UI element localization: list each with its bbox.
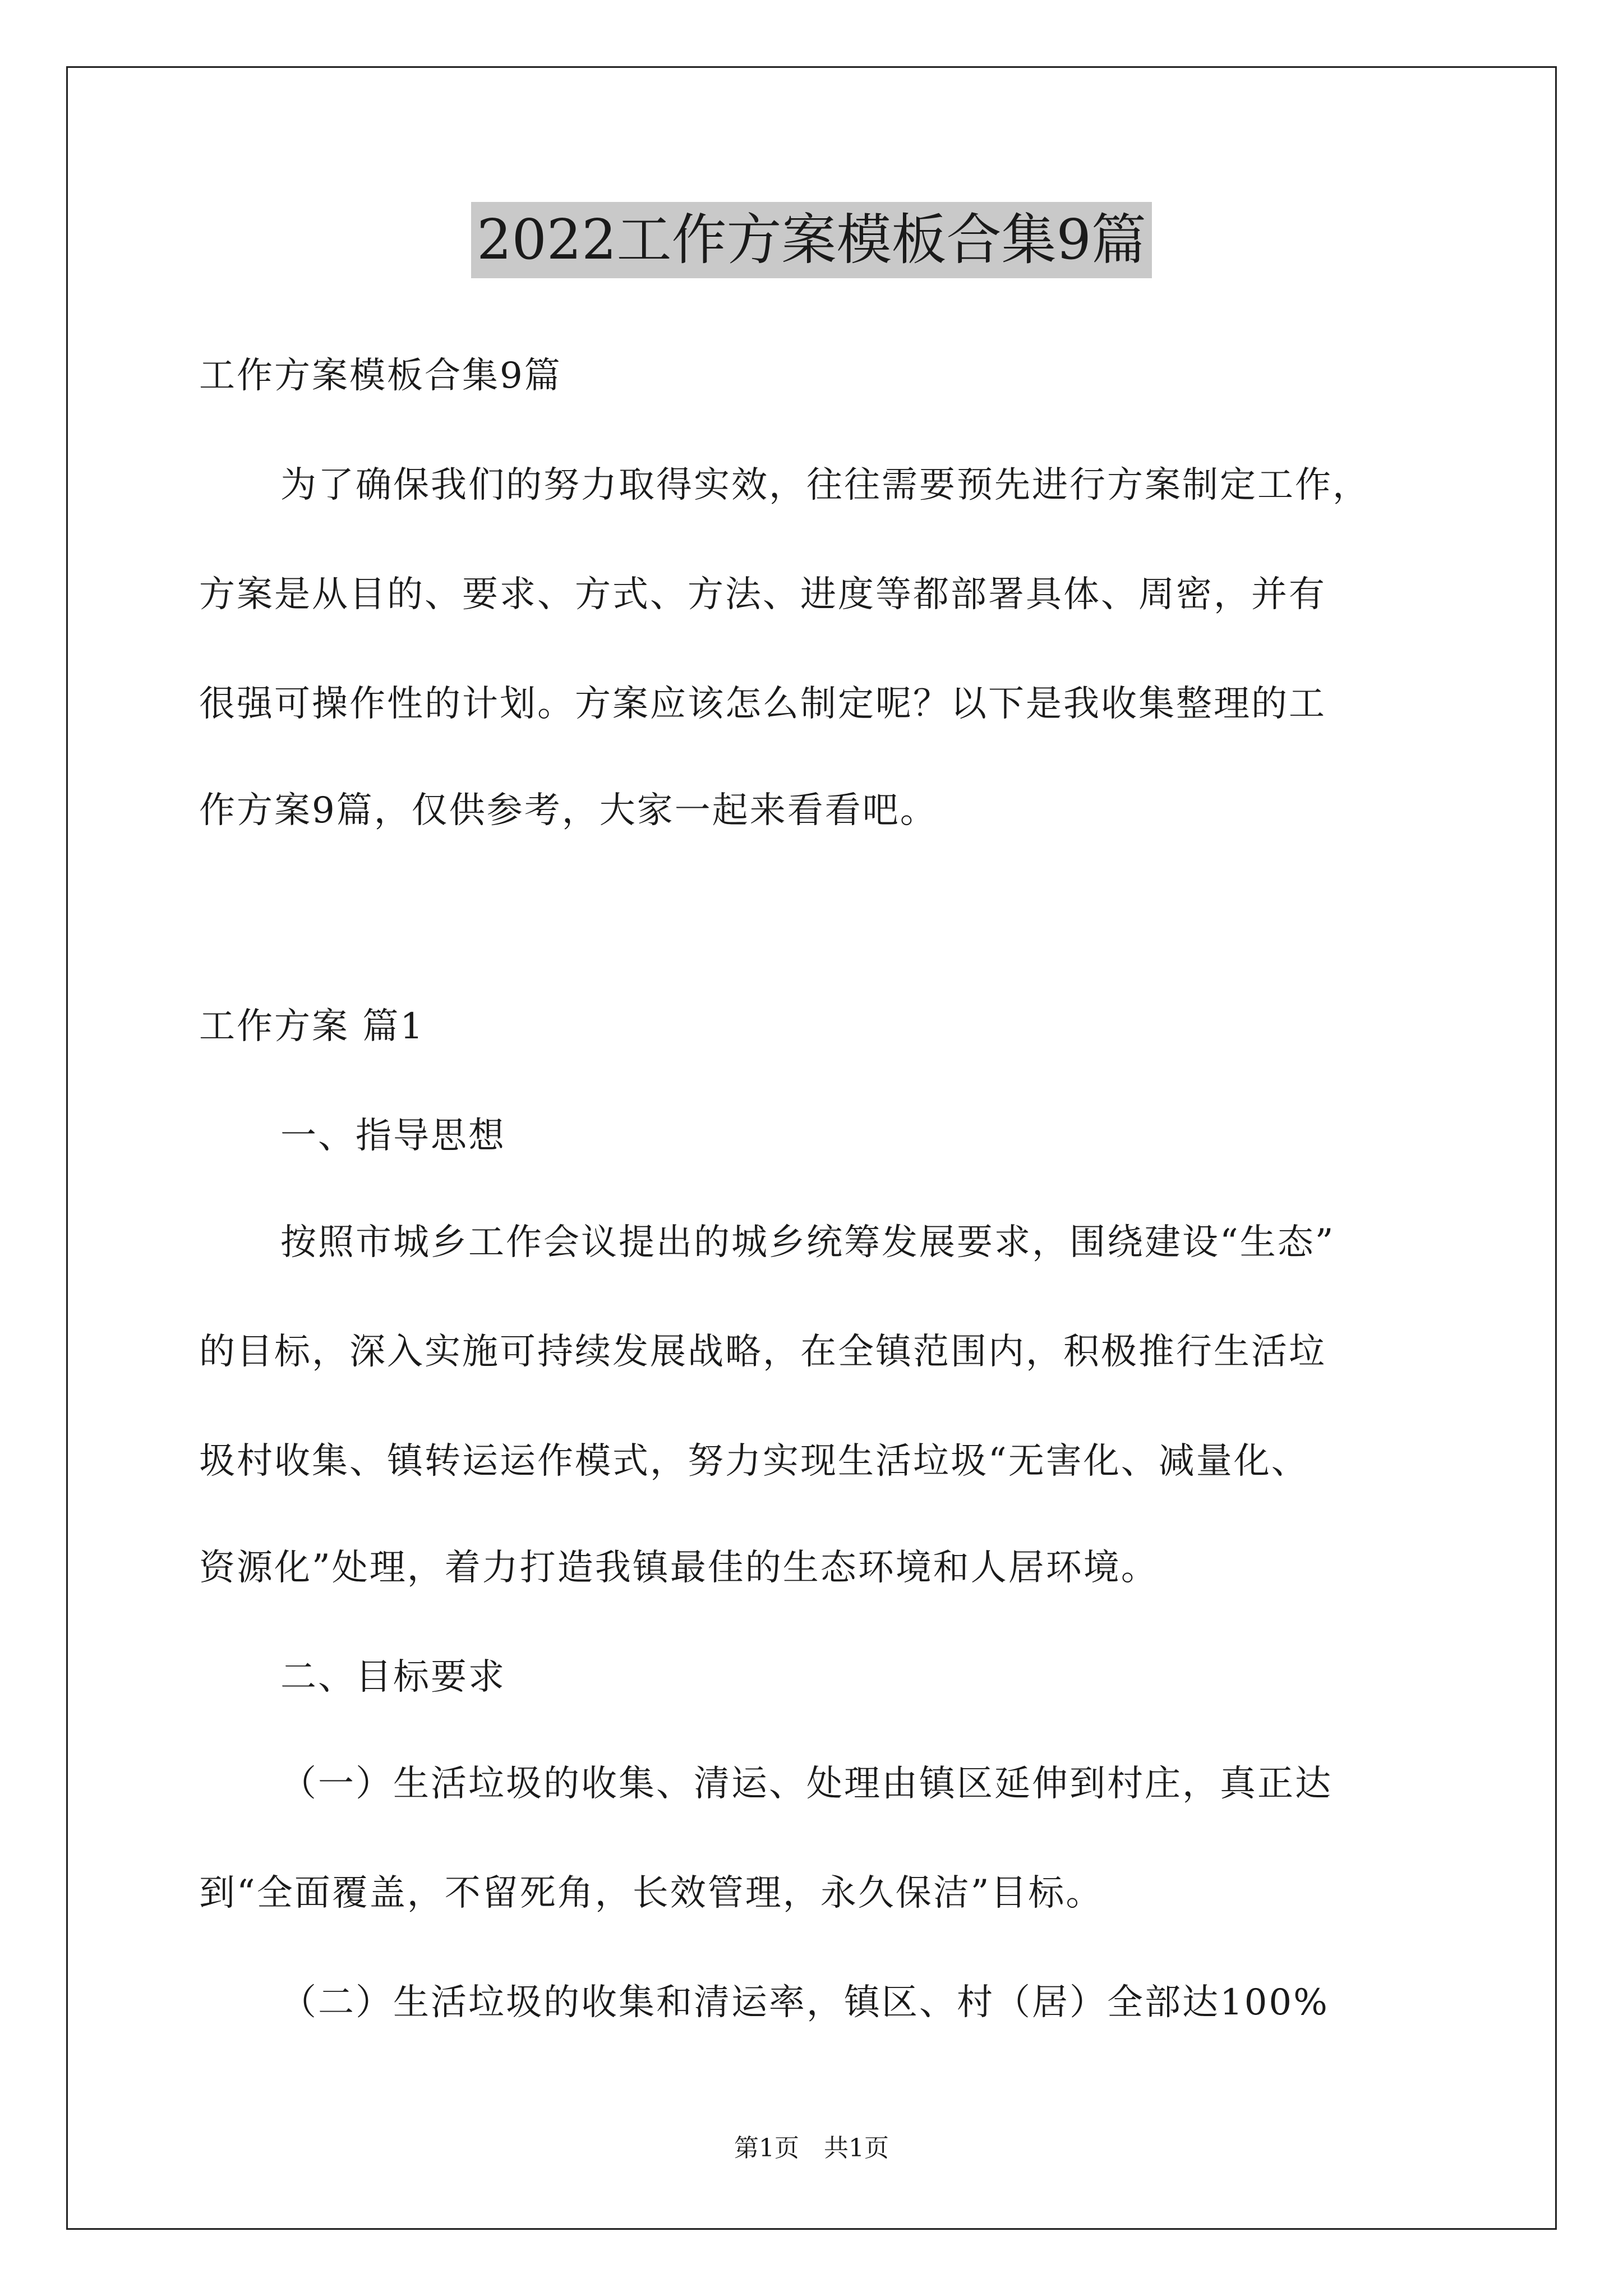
part2-item2-line: （二）生活垃圾的收集和清运率，镇区、村（居）全部达100% bbox=[280, 1982, 1329, 2023]
part1-line-4: 资源化”处理，着力打造我镇最佳的生态环境和人居环境。 bbox=[199, 1547, 1159, 1589]
page-footer: 第1页 共1页 bbox=[734, 2134, 889, 2162]
part1-line-2: 的目标，深入实施可持续发展战略，在全镇范围内，积极推行生活垃 bbox=[199, 1331, 1326, 1373]
part1-line-3: 圾村收集、镇转运运作模式，努力实现生活垃圾“无害化、减量化、 bbox=[199, 1441, 1309, 1482]
intro-line-4: 作方案9篇，仅供参考，大家一起来看看吧。 bbox=[199, 790, 938, 831]
intro-line-3: 很强可操作性的计划。方案应该怎么制定呢？以下是我收集整理的工 bbox=[199, 683, 1326, 725]
intro-line-2: 方案是从目的、要求、方式、方法、进度等都部署具体、周密，并有 bbox=[199, 574, 1326, 615]
part1-heading: 一、指导思想 bbox=[280, 1115, 506, 1157]
part2-item1-line-1: （一）生活垃圾的收集、清运、处理由镇区延伸到村庄，真正达 bbox=[280, 1763, 1332, 1805]
part2-item1-line-2: 到“全面覆盖，不留死角，长效管理，永久保洁”目标。 bbox=[199, 1872, 1104, 1914]
title-container bbox=[0, 202, 1623, 278]
part2-heading: 二、目标要求 bbox=[280, 1657, 506, 1698]
document-title: 2022工作方案模板合集9篇 bbox=[471, 202, 1152, 278]
document-subtitle: 工作方案模板合集9篇 bbox=[199, 355, 562, 397]
intro-line-1: 为了确保我们的努力取得实效，往往需要预先进行方案制定工作， bbox=[280, 464, 1370, 506]
part1-line-1: 按照市城乡工作会议提出的城乡统筹发展要求，围绕建设“生态” bbox=[280, 1222, 1335, 1263]
section-heading: 工作方案 篇1 bbox=[199, 1006, 425, 1047]
